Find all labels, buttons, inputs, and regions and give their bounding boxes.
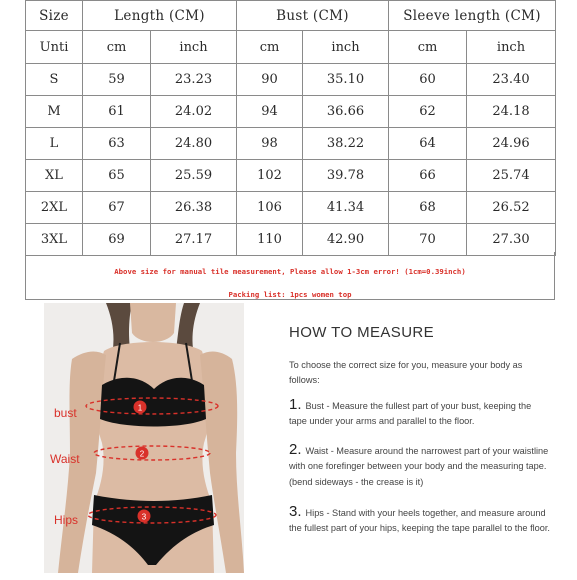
value-cell: 69 (83, 224, 151, 256)
value-cell: 27.30 (467, 224, 556, 256)
table-row (26, 192, 556, 224)
table-row (26, 96, 556, 128)
value-cell: 26.52 (467, 192, 556, 224)
value-cell: 102 (237, 160, 303, 192)
step-text: Bust - Measure the fullest part of your bust, keeping the tape under your arms and parallel to the floor. (289, 401, 532, 427)
step-hips (289, 504, 551, 537)
value-cell: 106 (237, 192, 303, 224)
value-cell: 35.10 (303, 64, 389, 96)
value-cell: 25.59 (151, 160, 237, 192)
header-sleeve-length: Sleeve length (CM) (389, 1, 556, 31)
unit-cell: inch (467, 31, 556, 64)
step-waist (289, 442, 551, 490)
size-cell: XL (26, 160, 83, 192)
value-cell: 59 (83, 64, 151, 96)
value-cell: 23.23 (151, 64, 237, 96)
value-cell: 64 (389, 128, 467, 160)
model-photo (44, 303, 244, 573)
packing-list: Packing list: 1pcs women top (228, 290, 352, 299)
units-row (26, 31, 556, 64)
marker-number: 2 (139, 449, 145, 459)
value-cell: 65 (83, 160, 151, 192)
unit-cell: cm (83, 31, 151, 64)
value-cell: 94 (237, 96, 303, 128)
value-cell: 98 (237, 128, 303, 160)
how-to-measure (289, 324, 559, 534)
unit-cell: Unti (26, 31, 83, 64)
value-cell: 67 (83, 192, 151, 224)
table-row (26, 224, 556, 256)
size-cell: 3XL (26, 224, 83, 256)
unit-cell: cm (237, 31, 303, 64)
value-cell: 42.90 (303, 224, 389, 256)
step-text: Waist - Measure around the narrowest part of your waistline with one forefinger between your body and the measuring tape.(bend sideways - the crease is it) (289, 446, 549, 487)
value-cell: 38.22 (303, 128, 389, 160)
unit-cell: inch (151, 31, 237, 64)
value-cell: 25.74 (467, 160, 556, 192)
value-cell: 23.40 (467, 64, 556, 96)
marker-number: 1 (137, 403, 143, 413)
marker-number: 3 (141, 512, 147, 522)
value-cell: 70 (389, 224, 467, 256)
step-number: 3. (289, 503, 302, 520)
hips-label: Hips (54, 513, 79, 527)
value-cell: 61 (83, 96, 151, 128)
step-number: 1. (289, 396, 302, 413)
header-length: Length (CM) (83, 1, 237, 31)
table-header-row (26, 1, 556, 31)
size-cell: 2XL (26, 192, 83, 224)
value-cell: 110 (237, 224, 303, 256)
step-text: Hips - Stand with your heels together, and measure around the fullest part of your hips, keeping the tape parallel to the floor. (289, 508, 550, 534)
value-cell: 24.96 (467, 128, 556, 160)
value-cell: 27.17 (151, 224, 237, 256)
bust-label: bust (54, 406, 77, 420)
unit-cell: inch (303, 31, 389, 64)
measurement-note: Above size for manual tile measurement, Please allow 1-3cm error! (1cm=0.39inch) (114, 267, 466, 276)
value-cell: 26.38 (151, 192, 237, 224)
value-cell: 60 (389, 64, 467, 96)
guide-intro: To choose the correct size for you, measure your body as follows: (289, 360, 523, 385)
value-cell: 63 (83, 128, 151, 160)
waist-label: Waist (50, 452, 80, 466)
table-row (26, 128, 556, 160)
value-cell: 62 (389, 96, 467, 128)
value-cell: 24.80 (151, 128, 237, 160)
value-cell: 66 (389, 160, 467, 192)
header-size: Size (26, 1, 83, 31)
header-bust: Bust (CM) (237, 1, 389, 31)
size-cell: M (26, 96, 83, 128)
value-cell: 24.18 (467, 96, 556, 128)
table-row (26, 64, 556, 96)
value-cell: 90 (237, 64, 303, 96)
step-bust (289, 397, 551, 430)
value-cell: 39.78 (303, 160, 389, 192)
size-cell: S (26, 64, 83, 96)
value-cell: 36.66 (303, 96, 389, 128)
size-cell: L (26, 128, 83, 160)
value-cell: 24.02 (151, 96, 237, 128)
step-number: 2. (289, 441, 302, 458)
size-table (25, 0, 556, 256)
value-cell: 68 (389, 192, 467, 224)
unit-cell: cm (389, 31, 467, 64)
chart-notes (25, 252, 555, 300)
guide-title: HOW TO MEASURE (289, 324, 435, 341)
value-cell: 41.34 (303, 192, 389, 224)
model-illustration (44, 303, 244, 573)
table-row (26, 160, 556, 192)
